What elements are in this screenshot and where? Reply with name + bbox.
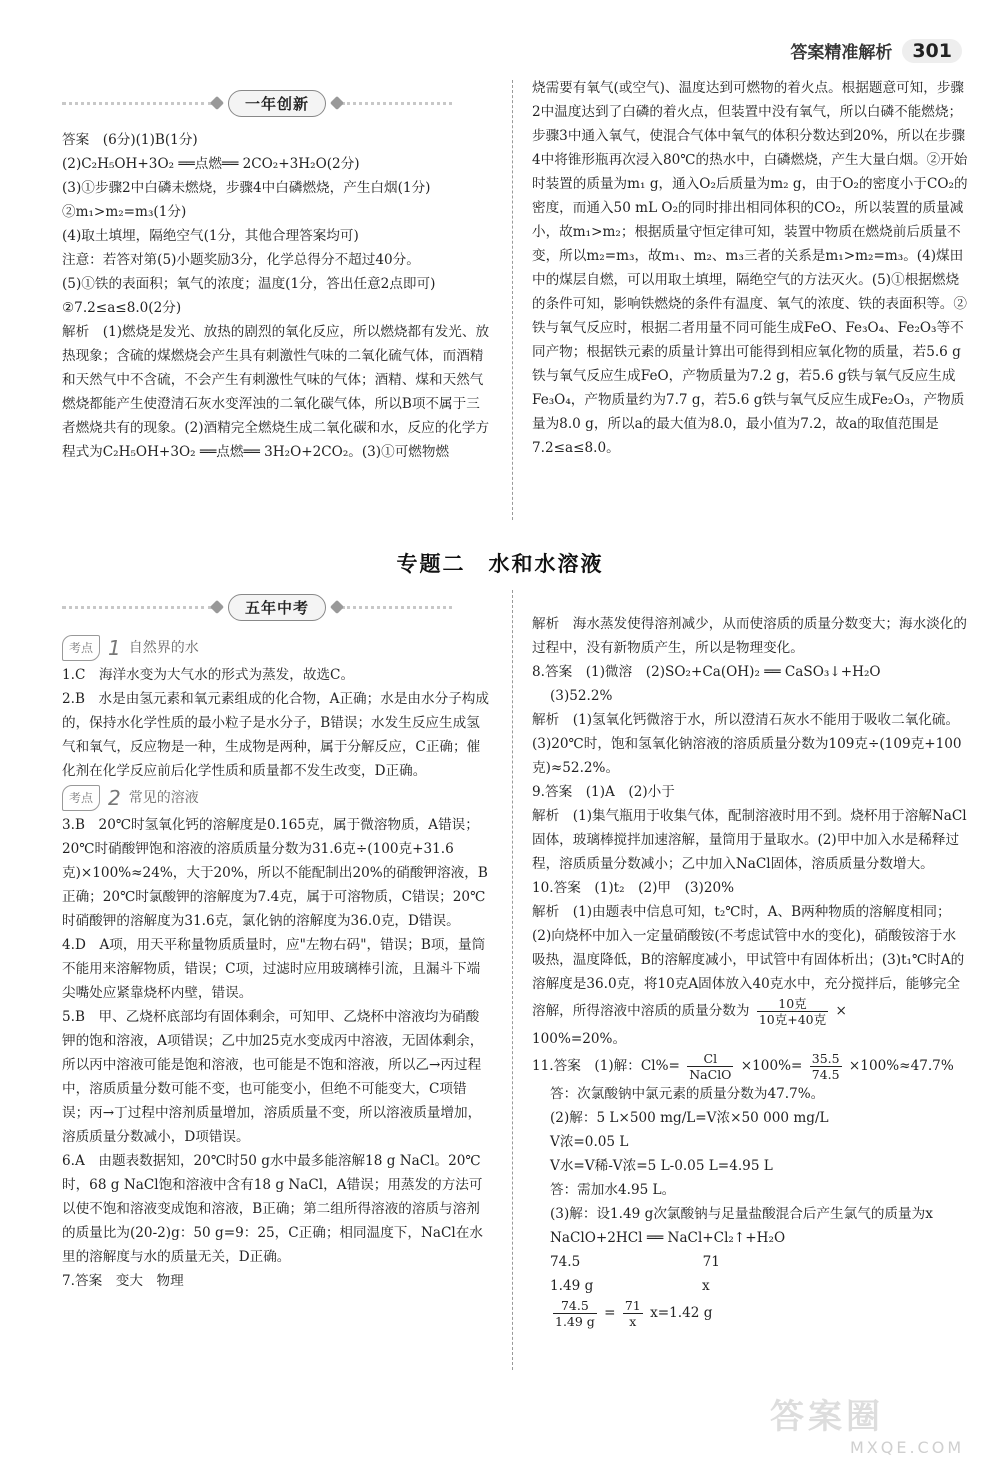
answer-line: 答：次氯酸钠中氯元素的质量分数为47.7%。 bbox=[550, 1086, 825, 1102]
result-line: 100%=20%。 bbox=[532, 1031, 627, 1047]
result-text: x=1.42 g bbox=[650, 1305, 713, 1321]
kaodian-2 bbox=[62, 785, 492, 811]
numerator: 71 bbox=[624, 1298, 641, 1313]
denominator: NaClO bbox=[689, 1067, 732, 1082]
equation-line bbox=[532, 1298, 968, 1329]
denominator: x bbox=[629, 1314, 637, 1329]
answer-text: 11.答案 (1)解：Cl%= bbox=[532, 1058, 680, 1074]
numerator: 74.5 bbox=[553, 1298, 597, 1314]
diamond-icon bbox=[330, 96, 344, 110]
question-answer: 1.C 海洋水变为大气水的形式为蒸发，故选C。 bbox=[62, 667, 355, 683]
kaodian-number: 1 bbox=[108, 636, 121, 660]
answer-line: 答：需加水4.95 L。 bbox=[550, 1182, 676, 1198]
kaodian-number: 2 bbox=[108, 786, 121, 810]
question-answer: 6.A 由题表数据知，20℃时50 g水中最多能溶解18 g NaCl。20℃时，68 g NaCl饱和溶液中含有18 g NaCl，A错误；用蒸发的方法可以使不饱和溶液变成饱和溶液，B正确；第二组所得溶液的溶质与溶剂的质量比为(20-2)g：50 g=9：25，C正确；相同温度下，NaCl在水里的溶解度与水的质量无关，D正确。 bbox=[62, 1153, 483, 1265]
diamond-icon bbox=[330, 600, 344, 614]
numerator: Cl bbox=[687, 1051, 733, 1067]
banner-rule bbox=[342, 606, 452, 609]
question-answer bbox=[532, 1051, 968, 1082]
banner-title: 一年创新 bbox=[228, 90, 326, 117]
fraction bbox=[623, 1298, 643, 1329]
analysis-paragraph: 解析 (1)氢氧化钙微溶于水，所以澄清石灰水不能用于吸收二氧化硫。(3)20℃时，饱和氢氧化钠溶液的溶质质量分数为109克÷(109克+100克)≈52.2%。 bbox=[532, 712, 962, 776]
question-answer: 7.答案 变大 物理 bbox=[62, 1273, 184, 1289]
question-answer: 3.B 20℃时氢氧化钙的溶解度是0.165克，属于微溶物质，A错误；20℃时硝酸钾饱和溶液的溶质质量分数为31.6克÷(100克+31.6克)×100%≈24%，大于20%，所以不能配制出20%的硝酸钾溶液，B正确；20℃时氯酸钾的溶解度为7.4克，属于可溶物质，C错误；20℃时硝酸钾的溶解度为31.6克，氯化钠的溶解度为36.0克，D错误。 bbox=[62, 817, 488, 929]
watermark-logo bbox=[770, 1389, 970, 1459]
times-sign: × bbox=[835, 1003, 847, 1019]
top-right-column bbox=[532, 76, 968, 460]
fraction bbox=[687, 1051, 733, 1082]
fraction bbox=[553, 1298, 597, 1329]
note-line: 注意：若答对第(5)小题奖励3分，化学总得分不超过40分。 bbox=[62, 252, 420, 268]
watermark-text: 答案圈 bbox=[770, 1397, 884, 1437]
numerator: 10克 bbox=[757, 996, 828, 1012]
question-answer: 9.答案 (1)A (2)小于 bbox=[532, 784, 675, 800]
kaodian-title: 自然界的水 bbox=[128, 640, 199, 656]
equation-line: 74.5 71 bbox=[550, 1254, 720, 1270]
question-answer: (3)52.2% bbox=[550, 688, 613, 704]
header-label: 答案精准解析 bbox=[790, 43, 893, 63]
kaodian-tag: 考点 bbox=[62, 785, 100, 811]
banner-rule bbox=[62, 606, 212, 609]
banner-bottom bbox=[62, 592, 452, 622]
answer-line: (2)C₂H₅OH+3O₂ ══点燃══ 2CO₂+3H₂O(2分) bbox=[62, 156, 360, 172]
math-text: ×100%≈47.7% bbox=[848, 1058, 954, 1074]
answer-line: (5)①铁的表面积；氧气的浓度；温度(1分，答出任意2点即可) bbox=[62, 276, 436, 292]
answer-line: (3)①步骤2中白磷未燃烧，步骤4中白磷燃烧，产生白烟(1分) ②m₁>m₂=m₃(1分) bbox=[62, 180, 445, 220]
column-divider bbox=[512, 590, 513, 1370]
section-title: 专题二 水和水溶液 bbox=[396, 552, 604, 576]
banner-rule bbox=[342, 102, 452, 105]
answer-line: 答案 (6分)(1)B(1分) bbox=[62, 132, 198, 148]
question-answer: 2.B 水是由氢元素和氧元素组成的化合物，A正确；水是由水分子构成的，保持水化学性质的最小粒子是水分子，B错误；水发生反应生成氢气和氧气，反应物是一种，生成物是两种，属于分解反应，C正确；催化剂在化学反应前后化学性质和质量都不发生改变，D正确。 bbox=[62, 691, 489, 779]
banner-top bbox=[62, 88, 452, 118]
analysis-paragraph: 解析 (1)燃烧是发光、放热的剧烈的氧化反应，所以燃烧都有发光、放热现象；含硫的煤燃烧会产生具有刺激性气味的二氧化硫气体，而酒精和天然气中不含硫，不会产生有刺激性气味的气体；酒精、煤和天然气燃烧都能产生使澄清石灰水变浑浊的二氧化碳气体，所以B项不属于三者燃烧共有的现象。(2)酒精完全燃烧生成二氧化碳和水，反应的化学方程式为C₂H₅OH+3O₂ ══点燃══ 3H₂O+2CO₂。(3)①可燃物燃 bbox=[62, 324, 490, 460]
equation-line: NaClO+2HCl ══ NaCl+Cl₂↑+H₂O bbox=[550, 1230, 786, 1246]
numerator: 35.5 bbox=[811, 1051, 840, 1066]
answer-line: (4)取土填埋，隔绝空气(1分，其他合理答案均可) bbox=[62, 228, 359, 244]
diamond-icon bbox=[210, 600, 224, 614]
question-answer: 4.D A项，用天平称量物质质量时，应"左物右码"，错误；B项，量筒不能用来溶解物质，错误；C项，过滤时应用玻璃棒引流，且漏斗下端尖嘴处应紧靠烧杯内壁，错误。 bbox=[62, 937, 486, 1001]
running-head bbox=[790, 38, 962, 63]
kaodian-title: 常见的溶液 bbox=[128, 790, 199, 806]
kaodian-tag: 考点 bbox=[62, 635, 100, 661]
bottom-right-column bbox=[532, 612, 968, 1329]
answer-line: ②7.2≤a≤8.0(2分) bbox=[62, 300, 182, 316]
answer-line: (2)解：5 L×500 mg/L=V浓×50 000 mg/L bbox=[550, 1110, 829, 1126]
denominator: 74.5 bbox=[811, 1067, 840, 1082]
question-answer: 10.答案 (1)t₂ (2)甲 (3)20% bbox=[532, 880, 735, 896]
equals-sign: = bbox=[604, 1305, 616, 1321]
watermark-url: MXQE.COM bbox=[850, 1438, 965, 1457]
math-text: ×100%= bbox=[740, 1058, 803, 1074]
top-left-column bbox=[62, 128, 492, 464]
denominator: 10克+40克 bbox=[758, 1012, 827, 1027]
question-answer: 5.B 甲、乙烧杯底部均有固体剩余，可知甲、乙烧杯中溶液均为硝酸钾的饱和溶液，A项错误；乙中加25克水变成丙中溶液，无固体剩余，所以丙中溶液可能是饱和溶液，也可能是不饱和溶液，所以乙→丙过程中，溶质质量分数可能不变，也可能变小，但绝不可能变大，C项错误；丙→丁过程中溶剂质量增加，溶质质量不变，所以溶液质量增加，溶质质量分数减小，D项错误。 bbox=[62, 1009, 484, 1145]
answer-line: V浓=0.05 L bbox=[550, 1134, 629, 1150]
analysis-paragraph bbox=[532, 900, 968, 1027]
answer-line: V水=V稀-V浓=5 L-0.05 L=4.95 L bbox=[550, 1158, 773, 1174]
banner-rule bbox=[62, 102, 212, 105]
page-number: 301 bbox=[902, 39, 962, 63]
kaodian-1 bbox=[62, 635, 492, 661]
analysis-paragraph: 解析 (1)集气瓶用于收集气体，配制溶液时用不到。烧杯用于溶解NaCl固体，玻璃棒搅拌加速溶解，量筒用于量取水。(2)甲中加入水是稀释过程，溶质质量分数减小；乙中加入NaCl固体，溶质质量分数增大。 bbox=[532, 808, 967, 872]
column-divider bbox=[512, 80, 513, 520]
fraction bbox=[810, 1051, 842, 1082]
banner-title: 五年中考 bbox=[228, 594, 326, 621]
analysis-text: 解析 (1)由题表中信息可知，t₂℃时，A、B两种物质的溶解度相同；(2)向烧杯中加入一定量硝酸铵(不考虑试管中水的变化)，硝酸铵溶于水吸热，温度降低，B的溶解度减小，甲试管中有固体析出；(3)t₁℃时A的溶解度是36.0克，将10克A固体放入40克水中，充分搅拌后，能够完全溶解，所得溶液中溶质的质量分数为 bbox=[532, 904, 965, 1019]
analysis-paragraph: 烧需要有氧气(或空气)、温度达到可燃物的着火点。根据题意可知，步骤2中温度达到了白磷的着火点，但装置中没有氧气，所以白磷不能燃烧；步骤3中通入氧气，使混合气体中氧气的体积分数达到20%，所以在步骤4中将锥形瓶再次浸入80℃的热水中，白磷燃烧，产生大量白烟。②开始时装置的质量为m₁ g，通入O₂后质量为m₂ g，由于O₂的密度小于CO₂的密度，而通入50 mL O₂的同时排出相同体积的CO₂，所以装置的质量减小，故m₁>m₂；根据质量守恒定律可知，装置中物质在燃烧前后质量不变，所以m₂=m₃，故m₁、m₂、m₃三者的关系是m₁>m₂=m₃。(4)煤田中的煤层自燃，可以用取土填埋，隔绝空气的方法灭火。(5)①根据燃烧的条件可知，影响铁燃烧的条件有温度、氧气的浓度、铁的表面积等。②铁与氧气反应时，根据二者用量不同可能生成FeO、Fe₃O₄、Fe₂O₃等不同产物；根据铁元素的质量计算出可能得到相应氧化物的质量，若5.6 g铁与氧气反应生成FeO，产物质量为7.2 g，若5.6 g铁与氧气反应生成Fe₃O₄，产物质量约为7.7 g，若5.6 g铁与氧气反应生成Fe₂O₃，产物质量为8.0 g，所以a的最大值为8.0，最小值为7.2，故a的取值范围是7.2≤a≤8.0。 bbox=[532, 80, 968, 456]
equation-line: 1.49 g x bbox=[550, 1278, 710, 1294]
denominator: 1.49 g bbox=[555, 1314, 595, 1329]
question-answer: 8.答案 (1)微溶 (2)SO₂+Ca(OH)₂ ══ CaSO₃↓+H₂O bbox=[532, 664, 881, 680]
bottom-left-column bbox=[62, 633, 492, 1293]
answer-line: (3)解：设1.49 g次氯酸钠与足量盐酸混合后产生氯气的质量为x bbox=[550, 1206, 933, 1222]
fraction bbox=[757, 996, 828, 1027]
analysis-paragraph: 解析 海水蒸发使得溶剂减少，从而使溶质的质量分数变大；海水淡化的过程中，没有新物质产生，所以是物理变化。 bbox=[532, 616, 967, 656]
diamond-icon bbox=[210, 96, 224, 110]
